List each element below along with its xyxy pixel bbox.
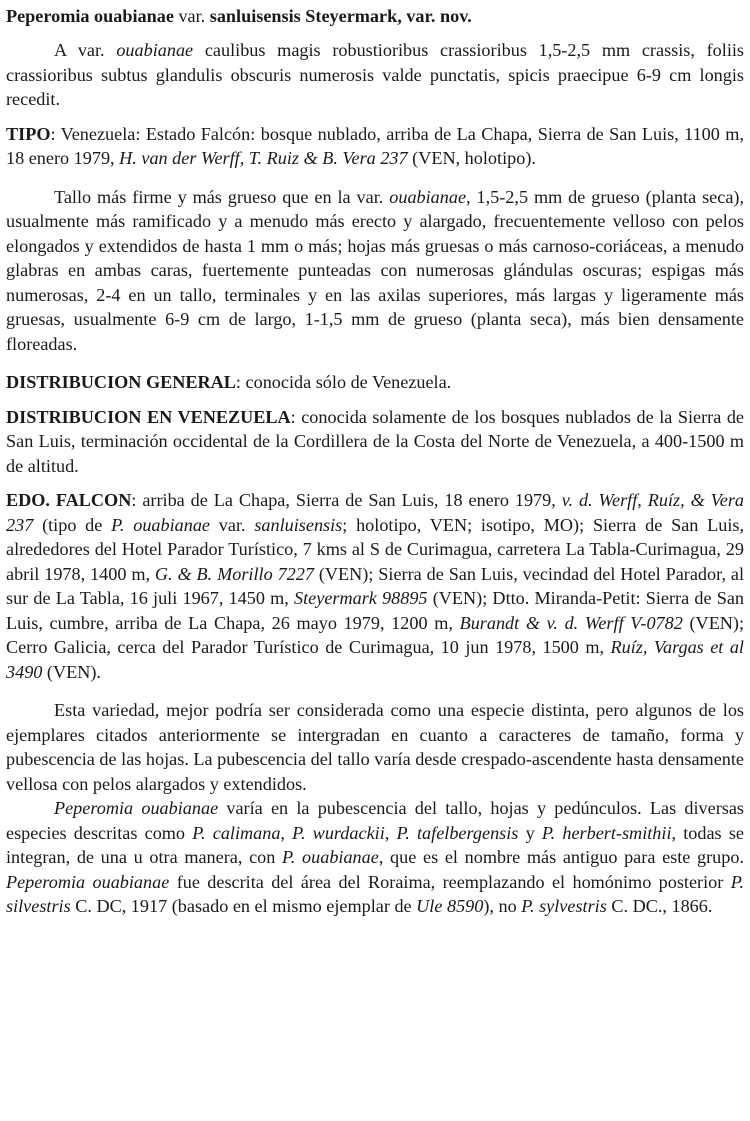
tipo-text-1: : Venezuela: Estado Falcón: bosque nublado, arriba de La Chapa, Sierra de San Luis, 1100 m, 18 enero 1979, [6, 123, 744, 168]
disc-taxon-1: Peperomia ouabianae [54, 798, 219, 818]
dist-venezuela-text: : conocida solamente de los bosques nublados de la Sierra de San Luis, terminación occidental de la Cordillera de la Costa del Norte de Venezuela, a 400-1500 m de altitud. [6, 406, 744, 476]
edo-text-6: (VEN); Dtto. Miranda-Petit: Sierra de San Luis, cumbre, arriba de La Chapa, 26 mayo 1979, 1200 m, [6, 588, 745, 633]
latin-taxon-name: ouabianae [116, 40, 194, 60]
edo-text-3: var. [218, 514, 246, 535]
desc-text-1: Tallo más firme y más grueso que en la var. [54, 186, 384, 207]
edo-text-8: (VEN). [46, 661, 101, 682]
tipo-text-2: (VEN, holotipo). [412, 148, 536, 168]
disc-text-4: , que es el nombre más antiguo para este grupo. [378, 847, 745, 867]
distribution-general [6, 370, 744, 395]
disc-text-5: fue descrita del área del Roraima, reemplazando el homónimo posterior [176, 871, 724, 892]
disc-text-7: ), no [483, 896, 517, 916]
distribution-venezuela [6, 405, 744, 479]
disc-text-8: C. DC., 1866. [611, 896, 713, 916]
title-rest: sanluisensis Steyermark, var. nov. [209, 6, 472, 26]
specimens-falcon [6, 488, 744, 684]
tipo-paragraph [6, 122, 744, 171]
edo-text-7: (VEN); Cerro Galicia, cerca del Parador Turístico de Curimagua, 10 jun 1978, 1500 m, [6, 612, 745, 657]
title-var-abbr: var. [178, 6, 206, 26]
disc-text-6: C. DC, 1917 (basado en el mismo ejemplar de [75, 896, 412, 916]
desc-text-2: , 1,5-2,5 mm de grueso (planta seca), usualmente más ramificado y a menudo más erecto y alargado, frecuentemente velloso con pelos elongados y extendidos de hasta 1 mm o más; hojas más gruesas o más carnoso-coriáceas, a menudo glabras en ambas caras, fuertemente punteadas con numerosas glándulas oscuras; espigas más numerosas, 2-4 en un tallo, terminales y en las axilas superiores, más largas y ligeramente más gruesas, usualmente 6-9 cm de largo, 1-1,5 mm de grueso (planta seca), más bien densamente floreadas. [6, 186, 745, 354]
disc-taxon-2: P. calimana, P. wurdackii, P. tafelbergensis [192, 822, 519, 843]
edo-label: EDO. FALCON [6, 490, 132, 510]
dist-general-label: DISTRIBUCION GENERAL [6, 372, 236, 392]
discussion-paragraph-2 [6, 796, 744, 919]
edo-taxon-2: sanluisensis [254, 514, 343, 535]
disc-taxon-3: P. herbert-smithii [541, 822, 672, 843]
title-species: Peperomia ouabianae [6, 6, 174, 26]
discussion-paragraph-1: Esta variedad, mejor podría ser considerada como una especie distinta, pero algunos de los ejemplares citados anteriormente se intergradan en cuanto a caracteres de tamaño, forma y pubescencia de las hojas. La pubescencia del tallo varía desde crespado-ascendente hasta densamente vellosa con pelos alargados y extendidos. [6, 700, 744, 794]
document-page [6, 4, 744, 919]
disc-taxon-5: Peperomia ouabianae [6, 871, 170, 892]
tipo-collectors: H. van der Werff, T. Ruiz & B. Vera 237 [119, 148, 408, 168]
disc-text-3: , todas se integran, de una u otra manera, con [6, 822, 744, 867]
latin-part-1: A var. [54, 40, 105, 60]
edo-collector-3: Steyermark 98895 [294, 588, 428, 608]
disc-taxon-7: P. sylvestris [521, 896, 607, 916]
disc-specimen: Ule 8590 [416, 896, 484, 916]
edo-collector-5: Ruíz, Vargas et al 3490 [6, 637, 744, 682]
disc-text-1: varía en la pubescencia del tallo, hojas y pedúnculos. Las diversas especies descritas como [6, 798, 744, 843]
taxon-title [6, 4, 744, 28]
dist-venezuela-label: DISTRIBUCION EN VENEZUELA [6, 406, 291, 427]
latin-diagnosis [6, 38, 744, 112]
edo-taxon-1: P. ouabianae [111, 514, 211, 535]
edo-text-5: (VEN); Sierra de San Luis, vecindad del Hotel Parador, al sur de La Tabla, 16 juli 1967, 1450 m, [6, 563, 745, 608]
edo-text-1: : arriba de La Chapa, Sierra de San Luis, 18 enero 1979, [131, 490, 556, 510]
dist-general-text: : conocida sólo de Venezuela. [235, 372, 452, 392]
disc-taxon-6: P. silvestris [6, 871, 745, 916]
desc-taxon-name: ouabianae [389, 186, 467, 207]
edo-collector-1: v. d. Werff, Ruíz, & Vera 237 [6, 490, 745, 535]
disc-taxon-4: P. ouabianae [282, 847, 379, 867]
edo-collector-2: G. & B. Morillo 7227 [154, 563, 314, 584]
latin-part-2: caulibus magis robustioribus crassioribus 1,5-2,5 mm crassis, foliis crassioribus subtus glandulis obscuris numerosis valde punctatis, spicis praecipue 6-9 cm longis recedit. [6, 40, 744, 109]
disc-text-2: y [525, 822, 535, 843]
edo-collector-4: Burandt & v. d. Werff V-0782 [459, 612, 683, 633]
edo-text-2: (tipo de [42, 514, 103, 535]
edo-text-4: ; holotipo, VEN; isotipo, MO); Sierra de San Luis, alrededores del Hotel Parador Turístico, 7 kms al S de Curimagua, carretera La Tabla-Curimagua, 29 abril 1978, 1400 m, [6, 514, 745, 584]
tipo-label: TIPO [6, 123, 51, 144]
description-paragraph [6, 185, 744, 357]
